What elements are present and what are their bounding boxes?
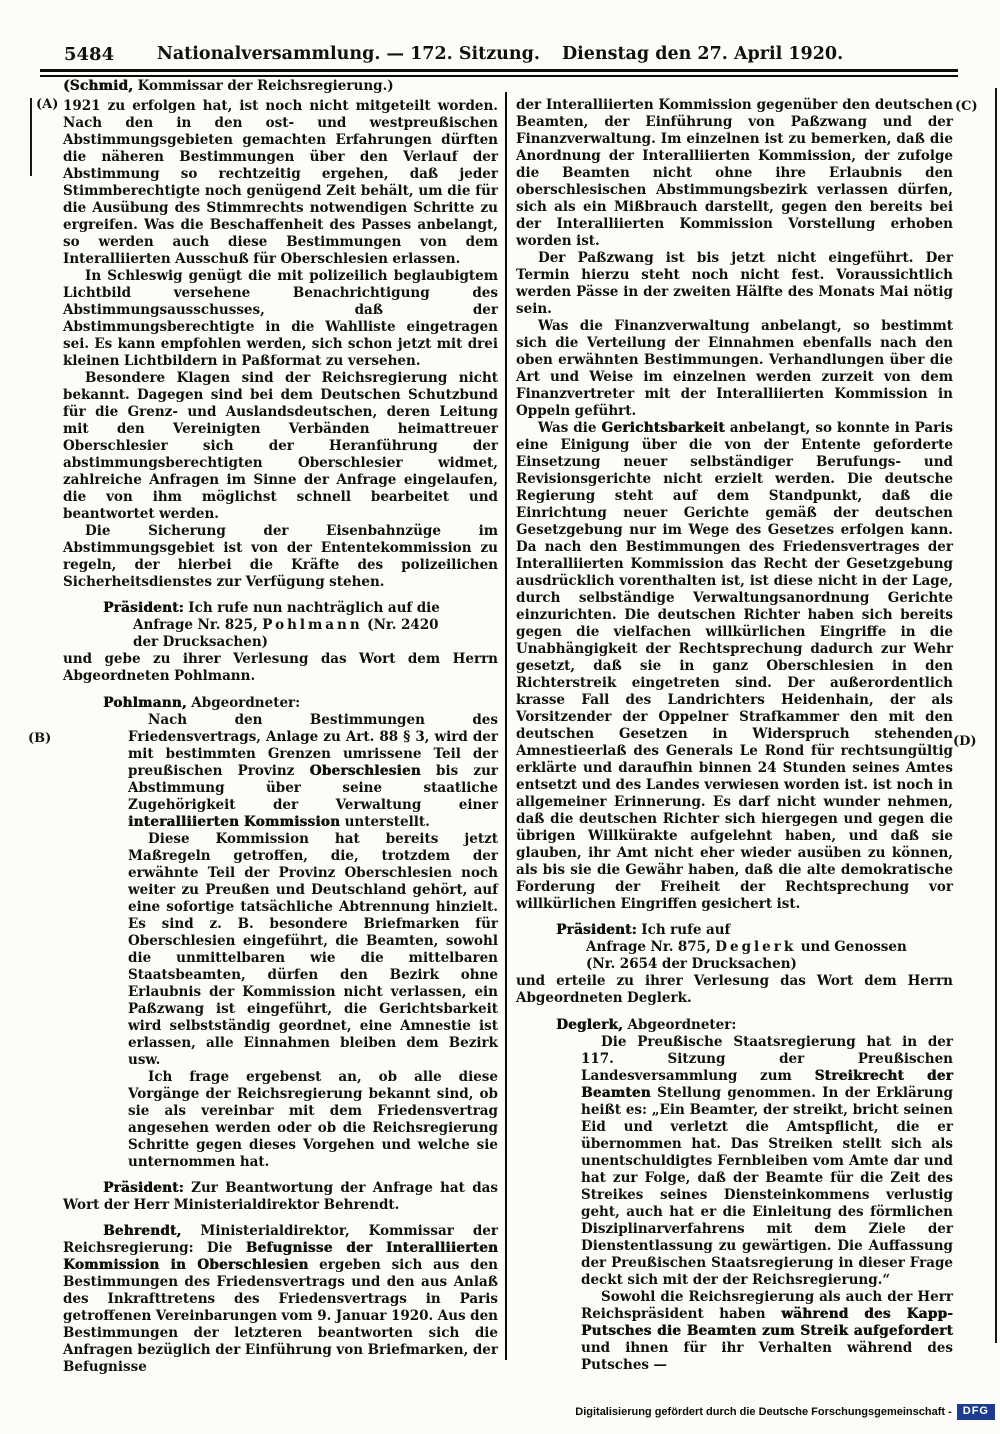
emphasized-text-run: während des Kapp-Putsches die Beamten zum Streik aufgefordert (581, 1306, 953, 1339)
speech-paragraph: Diese Kommission hat bereits jetzt Maßregeln getroffen, die, trotzdem der erwähnte Teil der Provinz Oberschlesien noch weiter zu Preußen und Deutschland gehört, auf eine sofortige tatsächliche Abtrennung hinzielt. Es sind z. B. besondere Briefmarken für Oberschlesien eingeführt, die Beamten, sowohl die unmittelbaren wie die mittelbaren Staatsbeamten, dürfen den Bezirk ohne Erlaubnis der Kommission nicht verlassen, ein Paßzwang ist eingeführt, die Gerichtsbarkeit wird selbstständig geordnet, eine Amnestie ist erlassen, alle Einnahmen bleiben dem Bezirk usw. (128, 831, 498, 1068)
footer-credit-text: Digitalisierung gefördert durch die Deutsche Forschungsgemeinschaft - (575, 1406, 952, 1418)
text-run: Was die (538, 420, 602, 436)
emphasized-text-run: Präsident: (103, 1180, 184, 1196)
emphasized-text-run: interalliierten Kommission (128, 814, 341, 830)
speech-paragraph: Ich frage ergebenst an, ob alle diese Vorgänge der Reichsregierung bekannt sind, ob sie als vereinbar mit dem Friedensvertrag angesehen werden oder ob die Reichsregierung Schritte gegen dieses Vorgehen und welche sie unternommen hat. (128, 1069, 498, 1170)
text-run: Sowohl die Reichsregierung als auch der Herr Reichspräsident haben (581, 1289, 953, 1322)
answer-paragraph-8 (516, 420, 953, 913)
page-number: 5484 (64, 44, 115, 65)
answer-paragraph-7: Was die Finanzverwaltung anbelangt, so bestimmt sich die Verteilung der Einnahmen ebenfalls nach den oben erwähnten Bestimmungen. Verhandlungen über die Art und Weise im einzelnen werden zurzeit von dem Finanzvertreter mit der Interalliierten Kommission in Oppeln geführt. (516, 318, 953, 419)
text-run: Die Preußische Staatsregierung hat in der 117. Sitzung der Preußischen Landesversammlung zum (581, 1034, 953, 1084)
president-call-3-close: und erteile zu ihrer Verlesung das Wort dem Herrn Abgeordneten Deglerk. (516, 973, 953, 1006)
emphasized-text-run: Oberschlesien (309, 763, 421, 779)
right-column (516, 97, 953, 1374)
speech-pohlmann (128, 712, 498, 1171)
emphasized-text-run: (Schmid, (63, 78, 134, 94)
text-run: Ich rufe nun nachträglich auf die (183, 600, 440, 616)
header-date: Dienstag den 27. April 1920. (561, 44, 844, 64)
emphasized-text-run: Befugnisse der Interalliierten Kommission in Oberschlesien (63, 1240, 498, 1273)
text-run: Kommissar der Reichsregierung.) (133, 78, 394, 94)
margin-mark-d: (D) (953, 734, 977, 749)
text-run: Ministerialdirektor, Kommissar der Reichsregierung: Die (63, 1223, 498, 1256)
scan-edge-artifact-left (30, 98, 32, 176)
emphasized-text-run: Präsident: (556, 922, 637, 938)
president-call-1-close: und gebe zu ihrer Verlesung das Wort dem Herrn Abgeordneten Pohlmann. (63, 651, 498, 684)
emphasized-text-run: Präsident: (103, 600, 184, 616)
emphasized-text-run: Streikrecht der Beamten (581, 1068, 953, 1101)
president-call-3 (516, 922, 953, 939)
text-run: Zur Beantwortung der Anfrage hat das Wort der Herr Ministerialdirektor Behrendt. (63, 1180, 498, 1213)
answer-paragraph-6: Der Paßzwang ist bis jetzt nicht eingeführt. Der Termin hierzu steht noch nicht fest. Voraussichtlich werden Pässe in der zweiten Hälfte des Monats Mai nötig sein. (516, 250, 953, 317)
speaker-heading-pohlmann (63, 695, 498, 712)
answer-paragraph-1: 1921 zu erfolgen hat, ist noch nicht mitgeteilt worden. Nach den in den ost- und westpreußischen Abstimmungsgebieten gemachten Erfahrungen dürften die näheren Bestimmungen über den Verlauf der Abstimmung so rechtzeitig ergehen, daß jeder Stimmberechtigte noch genügend Zeit behält, um die für die Ausübung des Stimmrechts notwendigen Schritte zu ergreifen. Was die Beschaffenheit des Passes anbelangt, so werden auch diese Bestimmungen von dem Interalliierten Ausschuß für Oberschlesien erlassen. (63, 98, 498, 267)
speech-paragraph (581, 1289, 953, 1374)
margin-mark-b: (B) (28, 731, 52, 746)
answer-paragraph-5: der Interalliierten Kommission gegenüber den deutschen Beamten, der Einführung von Paßzwang und der Finanzverwaltung. Im einzelnen ist zu bemerken, daß die Anordnung der Interalliierten Kommission, der zufolge die Beamten nicht ohne ihre Erlaubnis den oberschlesischen Abstimmungsbezirk verlassen dürfen, sich als ein Mißbrauch darstellt, gegen den bereits bei der Interalliierten Kommission Vorstellung erhoben worden ist. (516, 97, 953, 249)
text-run: Abgeordneter: (623, 1017, 737, 1033)
margin-mark-c: (C) (955, 99, 978, 114)
answer-paragraph-4: Die Sicherung der Eisenbahnzüge im Abstimmungsgebiet ist von der Ententekommission zu regeln, der hierbei die Kräfte des polizeilichen Sicherheitsdienstes zur Verfügung stehen. (63, 523, 498, 590)
emphasized-text-run: Gerichtsbarkeit (601, 420, 725, 436)
margin-mark-a: (A) (36, 97, 59, 112)
text-run: anbelangt, so konnte in Paris eine Einigung über die von der Entente geforderte Einsetzung neuer selbständiger Berufungs- und Revisionsgerichte nicht erzielt werden. Die deutsche Regierung steht auf dem Standpunkt, daß die Einrichtung neuer Gerichte gemäß der deutschen Gesetzgebung nur im Wege des Gesetzes erfolgen kann. Da nach den Bestimmungen des Friedensvertrages der Interalliierten Kommission das Recht der Gesetzgebung ausdrücklich vorenthalten ist, ist diese nicht in der Lage, durch selbständige Verwaltungsanordnung Gerichte einzurichten. Die deutschen Richter haben sich bereits gegen die vielfachen willkürlichen Eingriffe in die Unabhängigkeit der Rechtsprechung dadurch zur Wehr gesetzt, daß sie in ganz Oberschlesien in den Richterstreik eingetreten sind. Der außerordentlich krasse Fall des Landrichters Heidenhain, der als Vorsitzender der Oppelner Strafkammer den mit den deutschen Gesetzen in Widerspruch stehenden Amnestieerlaß des Generals Le Rond für rechtsungültig erklärte und daraufhin binnen 24 Stunden seines Amtes entsetzt und des Landes verwiesen worden ist. ist noch in allgemeiner Erinnerung. Es darf nicht wunder nehmen, daß die deutschen Richter sich hiergegen und gegen die übrigen Willkürakte aufgelehnt haben, und daß sie glauben, ihr Amt nicht eher wieder ausüben zu können, als bis sie die Gewähr haben, daß die alte demokratische Forderung der Freiheit der Rechtsprechung vor willkürlichen Eingriffen gesichert ist. (516, 420, 953, 912)
emphasized-text-run: Behrendt, (103, 1223, 182, 1239)
answer-paragraph-3: Besondere Klagen sind der Reichsregierung nicht bekannt. Dagegen sind bei dem Deutschen Schutzbund für die Grenz- und Auslandsdeutschen, deren Leitung mit den Vereinigten Verbänden heimattreuer Oberschlesier sich der Heranführung der abstimmungsberechtigten Oberschlesier widmet, zahlreiche Anfragen im Sinne der Anfrage eingelaufen, die von ihm möglichst schnell bearbeitet und beantwortet werden. (63, 370, 498, 522)
continuation-note (63, 78, 498, 95)
anfrage-citation-875 (586, 939, 923, 973)
speech-paragraph (581, 1034, 953, 1289)
header-title: Nationalversammlung. — 172. Sitzung. (156, 44, 540, 64)
text-run: (Nr. 2420 der Drucksachen) (133, 617, 439, 650)
digitization-footer (575, 1404, 995, 1420)
speech-paragraph (128, 712, 498, 831)
text-run: und ihnen für ihr Verhalten während des Putsches — (581, 1340, 953, 1373)
president-call-2 (63, 1180, 498, 1214)
speaker-heading-deglerk (516, 1017, 953, 1034)
dfg-logo: DFG (957, 1404, 995, 1420)
text-run: unterstellt. (340, 814, 430, 830)
text-run: Ich rufe auf (636, 922, 731, 938)
scan-edge-artifact-right (995, 88, 997, 1343)
left-column (63, 78, 498, 1376)
president-call-1 (63, 600, 498, 617)
text-run: bis zur Abstimmung über seine staatliche Zugehörigkeit der Verwaltung einer (128, 763, 499, 813)
emphasized-text-run: Deglerk, (556, 1017, 624, 1033)
page-header (0, 44, 1000, 64)
speech-deglerk (581, 1034, 953, 1374)
text-run: ergeben sich aus den Bestimmungen des Friedensvertrags und den aus Anlaß des Inkrafttretens des Friedensvertrags in Paris getroffenen Vereinbarungen vom 9. Januar 1920. Aus den Bestimmungen der letzteren beantworten sich die Anfragen bezüglich der Einführung von Briefmarken, der Befugnisse (63, 1257, 498, 1375)
spaced-name-run: Deglerk (715, 939, 797, 955)
text-run: Abgeordneter: (186, 695, 301, 711)
text-run: Stellung genommen. In der Erklärung heißt es: „Ein Beamter, der streikt, bricht seinen Eid und verletzt die Amtspflicht, die er übernommen hat. Das Streiken stellt sich als unentschuldigtes Fernbleiben vom Amte dar und hat zur Folge, daß der Beamte für die Zeit des Streikes seines Diensteinkommens verlustig geht, auch hat er die Einleitung des förmlichen Disziplinarverfahrens mit dem Ziele der Dienstentlassung zu gewärtigen. Die Auffassung der Preußischen Staatsregierung in dieser Frage deckt sich mit der der Reichsregierung.“ (581, 1085, 953, 1288)
column-divider (505, 92, 507, 1360)
answer-paragraph-2: In Schleswig genügt die mit polizeilich beglaubigtem Lichtbild versehene Benachrichtigung des Abstimmungsausschusses, daß der Abstimmungsberechtigte in die Wahlliste eingetragen sei. Es kann empfohlen werden, sich schon jetzt mit drei kleinen Lichtbildern in Paßformat zu versehen. (63, 268, 498, 369)
anfrage-citation-825 (133, 617, 468, 651)
speech-behrendt (63, 1223, 498, 1376)
spaced-name-run: Pohlmann (262, 617, 363, 633)
text-run: Nach den Bestimmungen des Friedensvertrags, Anlage zu Art. 88 § 3, wird der mit bestimmten Grenzen umrissene Teil der preußischen Provinz (128, 712, 498, 779)
emphasized-text-run: Pohlmann, (103, 695, 187, 711)
text-run: Anfrage Nr. 825, (133, 617, 263, 633)
header-double-rule (40, 69, 958, 77)
text-run: und Genossen (Nr. 2654 der Drucksachen) (586, 939, 907, 972)
text-run: Anfrage Nr. 875, (586, 939, 716, 955)
